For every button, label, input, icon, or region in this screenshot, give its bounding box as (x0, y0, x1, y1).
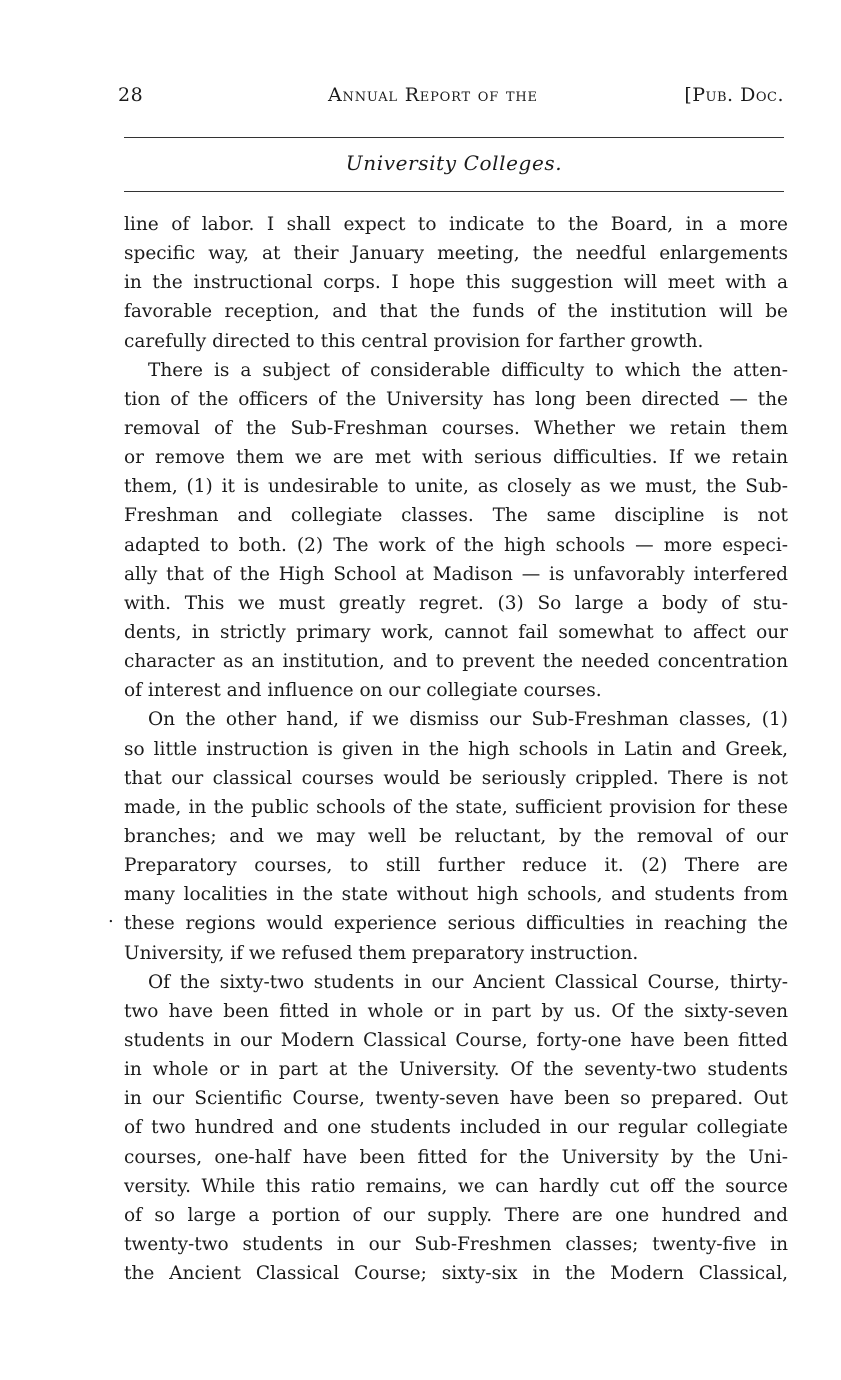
paragraph-start-line: There is a subject of considerable difficulty to which the atten- (148, 359, 788, 381)
paragraph-start-line: On the other hand, if we dismiss our Sub-Freshman classes, (1) (148, 709, 788, 731)
text-line: versity. While this ratio remains, we can hardly cut off the source (124, 1175, 788, 1197)
section-title: University Colleges. (345, 151, 563, 175)
text-line: adapted to both. (2) The work of the high schools — more especi- (124, 534, 788, 556)
text-line: them, (1) it is undesirable to unite, as closely as we must, the Sub- (124, 476, 788, 498)
text-line: ally that of the High School at Madison — is unfavorably interfered (124, 563, 788, 585)
text-line: dents, in strictly primary work, cannot fail somewhat to affect our (124, 621, 788, 643)
text-line: in whole or in part at the University. Of the seventy-two students (124, 1059, 788, 1081)
text-line: removal of the Sub-Freshman courses. Whether we retain them (124, 417, 788, 439)
text-line: of interest and influence on our collegiate courses. (124, 680, 602, 702)
text-line: carefully directed to this central provision for farther growth. (124, 330, 704, 352)
body-text (124, 210, 788, 1288)
text-line: character as an institution, and to prevent the needed concentration (124, 651, 788, 673)
document-type: [Pub. Doc. (684, 84, 784, 106)
text-line: twenty-two students in our Sub-Freshmen classes; twenty-five in (124, 1233, 788, 1255)
text-line: or remove them we are met with serious difficulties. If we retain (124, 447, 788, 469)
header-rule-top (124, 137, 784, 138)
text-line: so little instruction is given in the high schools in Latin and Greek, (124, 738, 788, 760)
page-header (118, 84, 784, 112)
text-line: University, if we refused them preparatory instruction. (124, 942, 639, 964)
margin-mark: . (108, 906, 114, 927)
text-line: with. This we must greatly regret. (3) So large a body of stu- (124, 592, 788, 614)
running-title: Annual Report of the (328, 84, 538, 106)
text-line: Freshman and collegiate classes. The same discipline is not (124, 505, 788, 527)
text-line: Preparatory courses, to still further reduce it. (2) There are (124, 855, 788, 877)
text-line: in the instructional corps. I hope this suggestion will meet with a (124, 272, 788, 294)
page-number: 28 (118, 84, 144, 106)
text-line: many localities in the state without high schools, and students from (124, 884, 788, 906)
text-line: that our classical courses would be seriously crippled. There is not (124, 767, 788, 789)
text-line: courses, one-half have been fitted for the University by the Uni- (124, 1146, 788, 1168)
text-line: of two hundred and one students included in our regular collegiate (124, 1117, 788, 1139)
text-line: branches; and we may well be reluctant, by the removal of our (124, 825, 788, 847)
text-line: favorable reception, and that the funds of the institution will be (124, 301, 788, 323)
text-line: tion of the officers of the University has long been directed — the (124, 388, 788, 410)
text-line: specific way, at their January meeting, the needful enlargements (124, 243, 788, 265)
text-line: these regions would experience serious difficulties in reaching the (124, 913, 788, 935)
text-line: in our Scientific Course, twenty-seven have been so prepared. Out (124, 1088, 788, 1110)
text-line: of so large a portion of our supply. There are one hundred and (124, 1204, 788, 1226)
text-line: line of labor. I shall expect to indicate to the Board, in a more (124, 214, 788, 235)
text-line: two have been fitted in whole or in part by us. Of the sixty-seven (124, 1000, 788, 1022)
text-line: students in our Modern Classical Course, forty-one have been fitted (124, 1029, 788, 1051)
header-rule-bottom (124, 191, 784, 192)
paragraph-start-line: Of the sixty-two students in our Ancient Classical Course, thirty- (148, 971, 788, 993)
text-line: the Ancient Classical Course; sixty-six in the Modern Classical, (124, 1263, 788, 1285)
text-line: made, in the public schools of the state, sufficient provision for these (124, 796, 788, 818)
